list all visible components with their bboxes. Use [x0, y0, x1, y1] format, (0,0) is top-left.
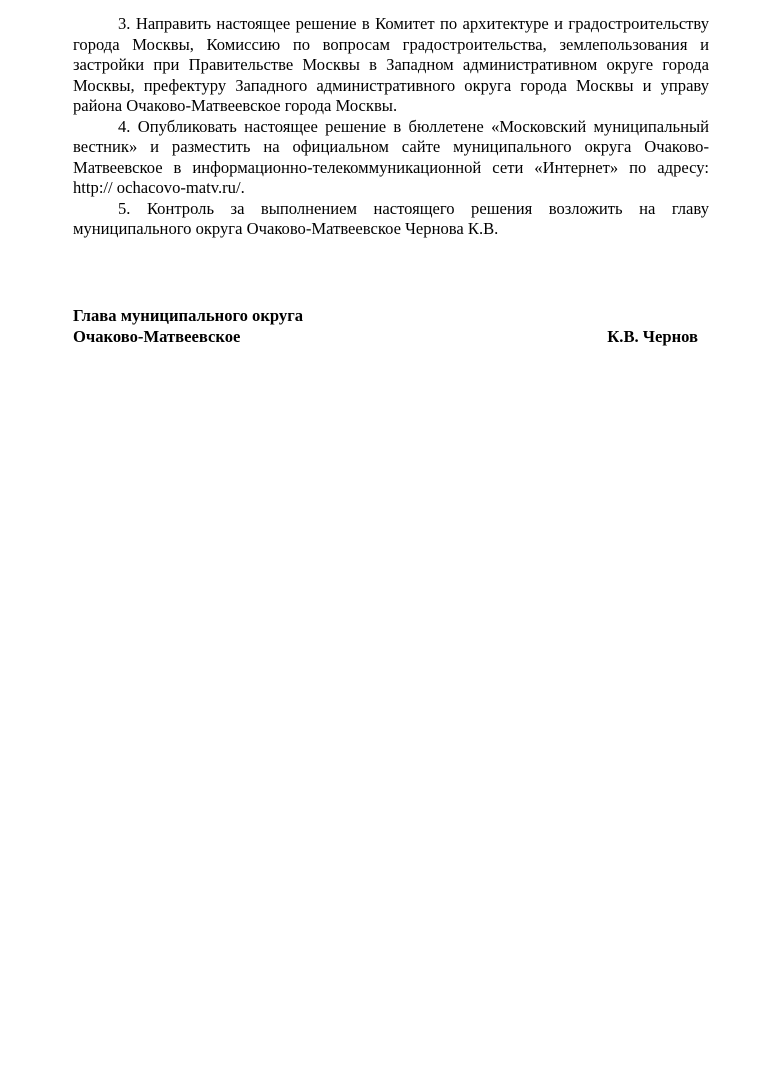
- document-body: [73, 14, 709, 240]
- paragraph-number: 4.: [118, 116, 131, 136]
- signature-row: [73, 326, 698, 347]
- paragraph-3: [73, 14, 709, 117]
- paragraph-4: [73, 117, 709, 199]
- paragraph-text: Контроль за выполнением настоящего решения возложить на главу муниципального округа Очаково-Матвеевское Чернова К.В.: [73, 198, 709, 238]
- signature-title-line1: Глава муниципального округа: [73, 306, 304, 325]
- signatory-name: К.В. Чернов: [607, 327, 698, 346]
- paragraph-number: 3.: [118, 14, 131, 33]
- paragraph-text: Опубликовать настоящее решение в бюллетене «Московский муниципальный вестник» и разместить на официальном сайте муниципального округа Очаково-Матвеевское в информационно-телекоммуникационной сети «Интернет» по адресу: http:// ochacovo-matv.ru/.: [73, 116, 709, 197]
- signature-block: [73, 305, 698, 347]
- paragraph-text: Направить настоящее решение в Комитет по архитектуре и градостроительству города Москвы, Комиссию по вопросам градостроительства, землепользования и застройки при Правительстве Москвы в Западном административном округе города Москвы, префектуру Западного административного округа города Москвы и управу района Очаково-Матвеевское города Москвы.: [73, 14, 709, 115]
- paragraph-5: [73, 199, 709, 240]
- signature-title-line2: Очаково-Матвеевское: [73, 327, 241, 346]
- paragraph-number: 5.: [118, 198, 131, 218]
